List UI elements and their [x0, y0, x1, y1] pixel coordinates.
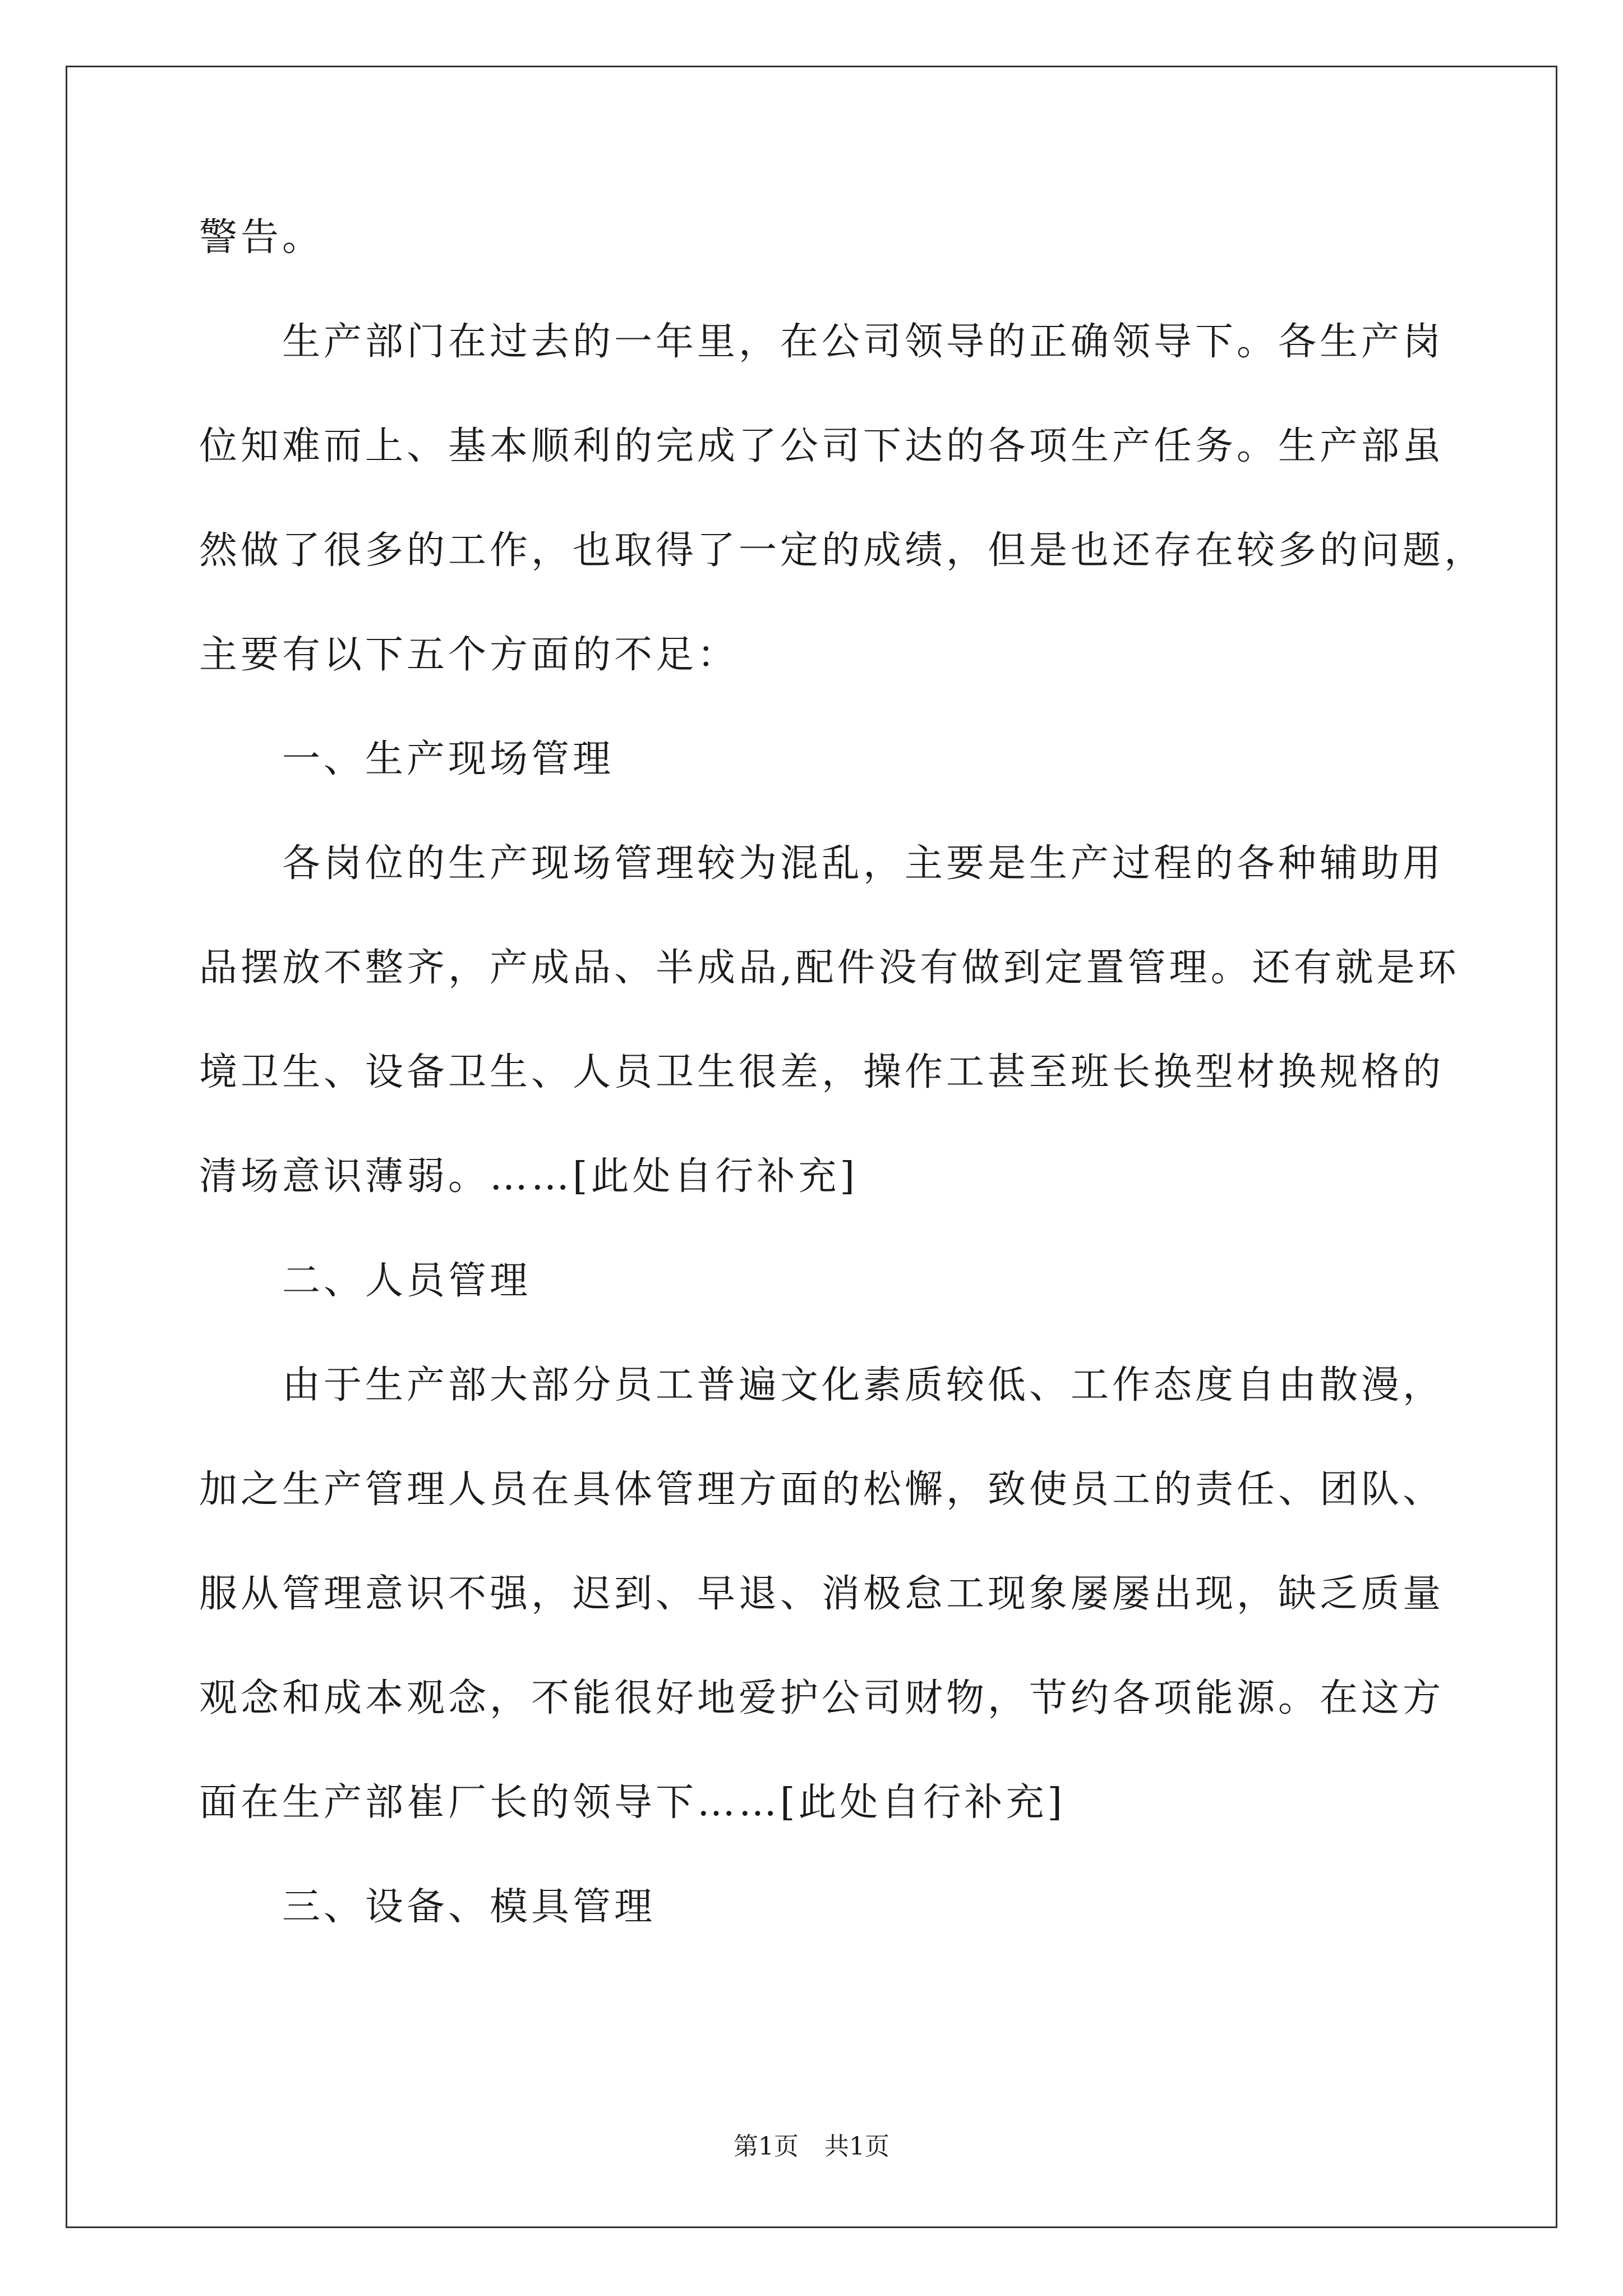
section-heading: 二、人员管理 — [282, 1259, 532, 1303]
paragraph-line: 服从管理意识不强，迟到、早退、消极怠工现象屡屡出现，缺乏质量 — [199, 1572, 1445, 1616]
paragraph-line: 面在生产部崔厂长的领导下……[此处自行补充] — [199, 1780, 1066, 1825]
paragraph-line: 观念和成本观念，不能很好地爱护公司财物，节约各项能源。在这方 — [199, 1676, 1445, 1720]
section-heading: 一、生产现场管理 — [282, 737, 615, 781]
page-total: 共1页 — [824, 2132, 889, 2161]
paragraph-line: 加之生产管理人员在具体管理方面的松懈，致使员工的责任、团队、 — [199, 1467, 1445, 1512]
paragraph-line: 境卫生、设备卫生、人员卫生很差，操作工甚至班长换型材换规格的 — [199, 1050, 1445, 1094]
paragraph-line: 然做了很多的工作，也取得了一定的成绩，但是也还存在较多的问题， — [199, 528, 1486, 573]
paragraph-line: 品摆放不整齐，产成品、半成品,配件没有做到定置管理。还有就是环 — [199, 946, 1460, 990]
paragraph-line: 清场意识薄弱。……[此处自行补充] — [199, 1154, 859, 1199]
paragraph-line: 警告。 — [199, 215, 324, 260]
paragraph-line: 生产部门在过去的一年里，在公司领导的正确领导下。各生产岗 — [282, 320, 1445, 364]
page-number: 第1页 — [734, 2132, 799, 2161]
document-body — [199, 212, 1486, 1986]
paragraph-line: 位知难而上、基本顺利的完成了公司下达的各项生产任务。生产部虽 — [199, 424, 1445, 468]
section-heading: 三、设备、模具管理 — [282, 1885, 656, 1929]
page-footer — [0, 2126, 1623, 2162]
paragraph-line: 主要有以下五个方面的不足： — [199, 633, 739, 677]
paragraph-line: 由于生产部大部分员工普遍文化素质较低、工作态度自由散漫， — [282, 1363, 1445, 1407]
paragraph-line: 各岗位的生产现场管理较为混乱，主要是生产过程的各种辅助用 — [282, 841, 1445, 886]
